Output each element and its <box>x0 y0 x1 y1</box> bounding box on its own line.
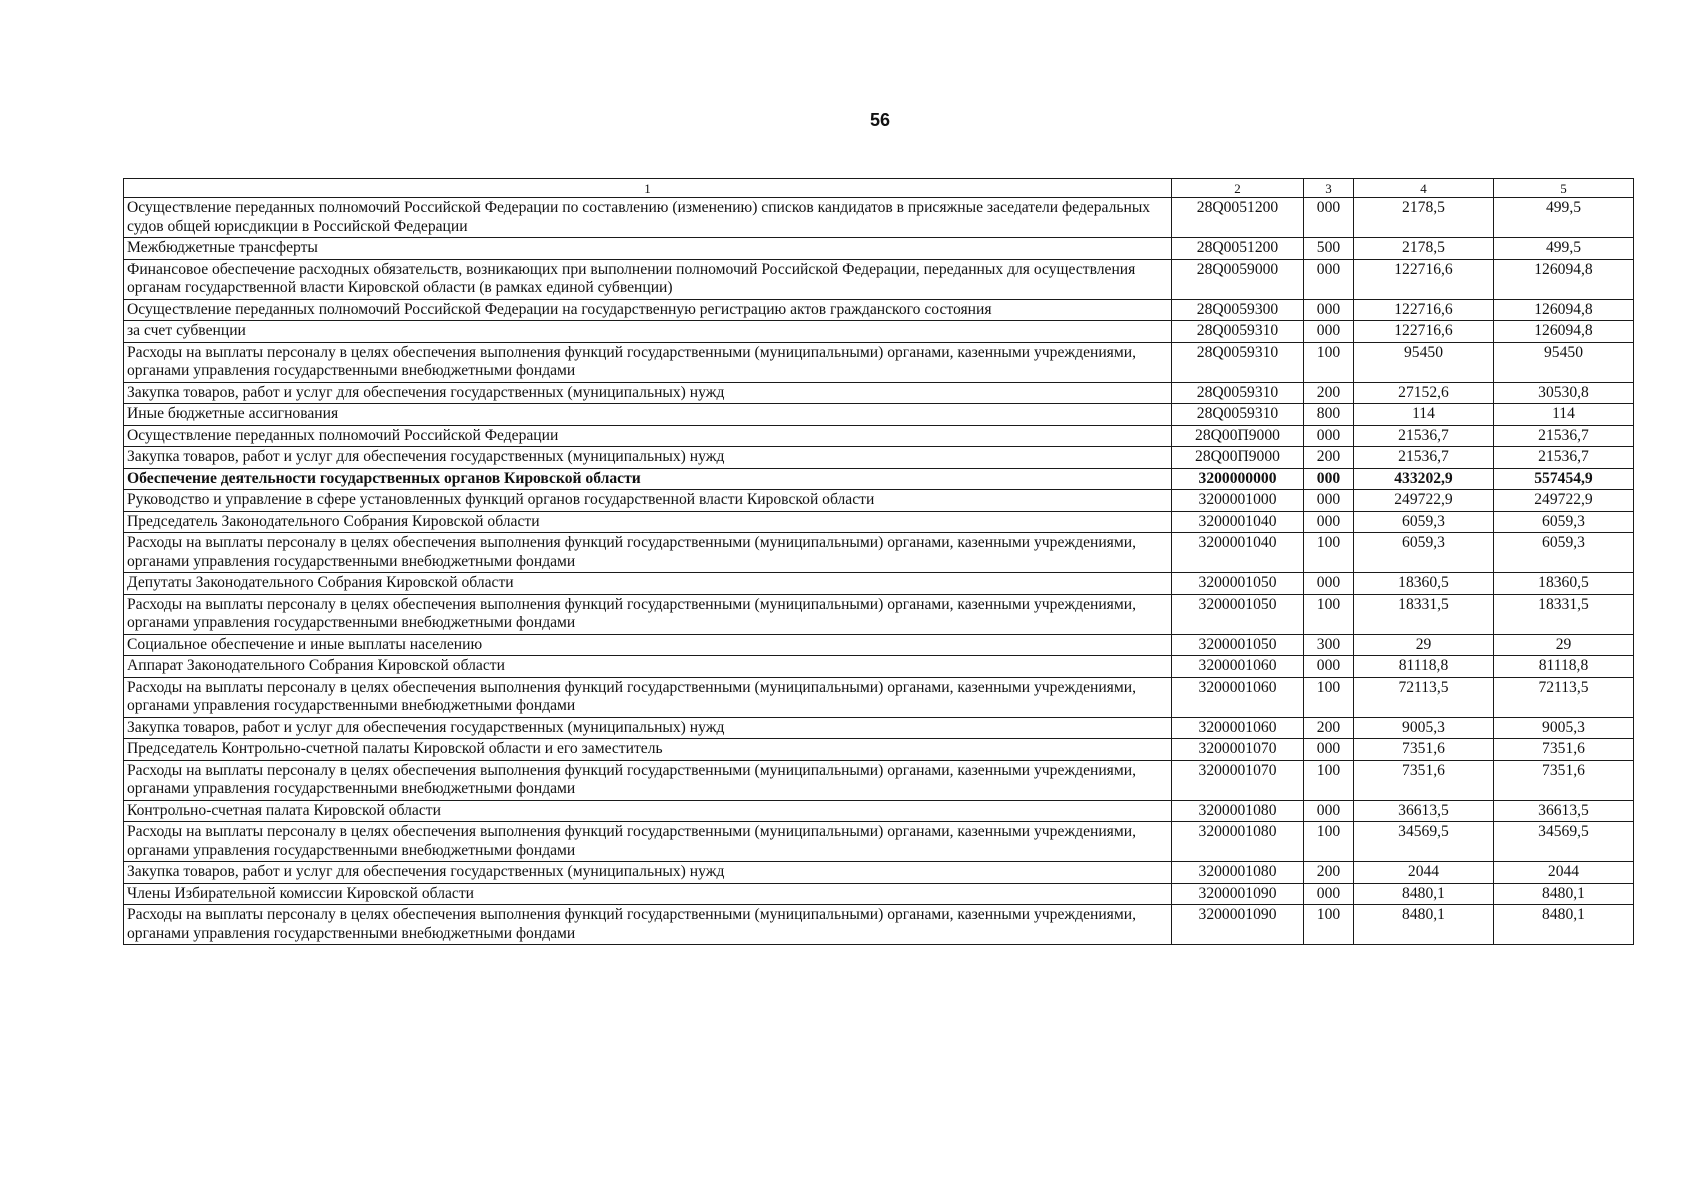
row-code-cell: 3200001080 <box>1172 822 1304 862</box>
row-name-cell: Депутаты Законодательного Собрания Кировской области <box>124 573 1172 595</box>
header-col-2: 2 <box>1172 179 1304 198</box>
row-value-col4-cell: 249722,9 <box>1354 490 1494 512</box>
row-code-cell: 3200001040 <box>1172 533 1304 573</box>
row-type-cell: 200 <box>1304 717 1354 739</box>
row-value-col4-cell: 21536,7 <box>1354 425 1494 447</box>
row-type-cell: 000 <box>1304 468 1354 490</box>
header-col-1: 1 <box>124 179 1172 198</box>
row-value-col4-cell: 72113,5 <box>1354 677 1494 717</box>
row-value-col5-cell: 34569,5 <box>1494 822 1634 862</box>
row-code-cell: 3200001060 <box>1172 717 1304 739</box>
row-value-col5-cell: 126094,8 <box>1494 259 1634 299</box>
row-value-col5-cell: 126094,8 <box>1494 299 1634 321</box>
row-code-cell: 28Q00П9000 <box>1172 425 1304 447</box>
row-name-cell: Обеспечение деятельности государственных органов Кировской области <box>124 468 1172 490</box>
row-value-col5-cell: 7351,6 <box>1494 760 1634 800</box>
row-value-col5-cell: 21536,7 <box>1494 425 1634 447</box>
row-code-cell: 28Q0059310 <box>1172 321 1304 343</box>
row-name-cell: Расходы на выплаты персоналу в целях обеспечения выполнения функций государственными (муниципальными) органами, казенными учреждениями, органами управления государственными внебюджетными фондами <box>124 594 1172 634</box>
row-value-col4-cell: 81118,8 <box>1354 656 1494 678</box>
table-row <box>124 905 1634 945</box>
row-code-cell: 3200001050 <box>1172 634 1304 656</box>
row-type-cell: 100 <box>1304 677 1354 717</box>
row-type-cell: 000 <box>1304 321 1354 343</box>
table-row <box>124 321 1634 343</box>
row-name-cell: Закупка товаров, работ и услуг для обеспечения государственных (муниципальных) нужд <box>124 717 1172 739</box>
table-row <box>124 594 1634 634</box>
row-name-cell: за счет субвенции <box>124 321 1172 343</box>
row-value-col5-cell: 6059,3 <box>1494 511 1634 533</box>
row-value-col4-cell: 34569,5 <box>1354 822 1494 862</box>
row-value-col4-cell: 122716,6 <box>1354 299 1494 321</box>
row-value-col4-cell: 433202,9 <box>1354 468 1494 490</box>
row-type-cell: 200 <box>1304 862 1354 884</box>
row-name-cell: Члены Избирательной комиссии Кировской области <box>124 883 1172 905</box>
row-value-col4-cell: 8480,1 <box>1354 883 1494 905</box>
row-value-col4-cell: 7351,6 <box>1354 760 1494 800</box>
row-code-cell: 3200001090 <box>1172 883 1304 905</box>
row-value-col5-cell: 7351,6 <box>1494 739 1634 761</box>
row-value-col4-cell: 2178,5 <box>1354 238 1494 260</box>
row-code-cell: 28Q0059310 <box>1172 404 1304 426</box>
row-name-cell: Председатель Контрольно-счетной палаты Кировской области и его заместитель <box>124 739 1172 761</box>
row-value-col5-cell: 499,5 <box>1494 198 1634 238</box>
row-value-col5-cell: 249722,9 <box>1494 490 1634 512</box>
row-value-col4-cell: 8480,1 <box>1354 905 1494 945</box>
row-name-cell: Финансовое обеспечение расходных обязательств, возникающих при выполнении полномочий Российской Федерации, переданных для осуществления органам государственной власти Кировской области (в рамках единой субвенции) <box>124 259 1172 299</box>
row-code-cell: 3200001070 <box>1172 760 1304 800</box>
row-value-col5-cell: 126094,8 <box>1494 321 1634 343</box>
header-col-3: 3 <box>1304 179 1354 198</box>
row-value-col5-cell: 8480,1 <box>1494 905 1634 945</box>
row-value-col5-cell: 21536,7 <box>1494 447 1634 469</box>
table-row <box>124 299 1634 321</box>
row-code-cell: 28Q0051200 <box>1172 238 1304 260</box>
table-row <box>124 822 1634 862</box>
row-name-cell: Осуществление переданных полномочий Российской Федерации на государственную регистрацию актов гражданского состояния <box>124 299 1172 321</box>
row-type-cell: 000 <box>1304 198 1354 238</box>
row-code-cell: 28Q0051200 <box>1172 198 1304 238</box>
row-value-col5-cell: 2044 <box>1494 862 1634 884</box>
row-name-cell: Расходы на выплаты персоналу в целях обеспечения выполнения функций государственными (муниципальными) органами, казенными учреждениями, органами управления государственными внебюджетными фондами <box>124 342 1172 382</box>
table-row <box>124 573 1634 595</box>
row-type-cell: 100 <box>1304 905 1354 945</box>
table-row <box>124 198 1634 238</box>
table-row <box>124 656 1634 678</box>
table-row <box>124 862 1634 884</box>
budget-table <box>123 178 1634 945</box>
table-row <box>124 238 1634 260</box>
table-row <box>124 739 1634 761</box>
table-row <box>124 259 1634 299</box>
row-value-col4-cell: 18360,5 <box>1354 573 1494 595</box>
table-row <box>124 717 1634 739</box>
row-value-col4-cell: 21536,7 <box>1354 447 1494 469</box>
table-row <box>124 404 1634 426</box>
table-row <box>124 447 1634 469</box>
row-value-col4-cell: 95450 <box>1354 342 1494 382</box>
row-value-col5-cell: 8480,1 <box>1494 883 1634 905</box>
row-type-cell: 100 <box>1304 342 1354 382</box>
row-value-col5-cell: 499,5 <box>1494 238 1634 260</box>
row-code-cell: 3200001040 <box>1172 511 1304 533</box>
row-name-cell: Аппарат Законодательного Собрания Кировской области <box>124 656 1172 678</box>
row-value-col5-cell: 18360,5 <box>1494 573 1634 595</box>
row-type-cell: 000 <box>1304 883 1354 905</box>
row-type-cell: 000 <box>1304 511 1354 533</box>
row-name-cell: Председатель Законодательного Собрания Кировской области <box>124 511 1172 533</box>
row-name-cell: Осуществление переданных полномочий Российской Федерации по составлению (изменению) списков кандидатов в присяжные заседатели федеральных судов общей юрисдикции в Российской Федерации <box>124 198 1172 238</box>
row-value-col5-cell: 72113,5 <box>1494 677 1634 717</box>
row-code-cell: 3200001000 <box>1172 490 1304 512</box>
row-value-col4-cell: 7351,6 <box>1354 739 1494 761</box>
row-type-cell: 000 <box>1304 573 1354 595</box>
table-row <box>124 468 1634 490</box>
row-value-col4-cell: 27152,6 <box>1354 382 1494 404</box>
row-name-cell: Иные бюджетные ассигнования <box>124 404 1172 426</box>
row-code-cell: 3200001060 <box>1172 677 1304 717</box>
row-value-col4-cell: 36613,5 <box>1354 800 1494 822</box>
row-name-cell: Расходы на выплаты персоналу в целях обеспечения выполнения функций государственными (муниципальными) органами, казенными учреждениями, органами управления государственными внебюджетными фондами <box>124 822 1172 862</box>
row-type-cell: 000 <box>1304 739 1354 761</box>
row-value-col4-cell: 122716,6 <box>1354 321 1494 343</box>
row-type-cell: 200 <box>1304 447 1354 469</box>
row-name-cell: Закупка товаров, работ и услуг для обеспечения государственных (муниципальных) нужд <box>124 862 1172 884</box>
row-name-cell: Расходы на выплаты персоналу в целях обеспечения выполнения функций государственными (муниципальными) органами, казенными учреждениями, органами управления государственными внебюджетными фондами <box>124 677 1172 717</box>
row-type-cell: 800 <box>1304 404 1354 426</box>
row-type-cell: 100 <box>1304 594 1354 634</box>
row-code-cell: 28Q0059310 <box>1172 382 1304 404</box>
row-name-cell: Межбюджетные трансферты <box>124 238 1172 260</box>
row-type-cell: 200 <box>1304 382 1354 404</box>
row-type-cell: 100 <box>1304 822 1354 862</box>
row-value-col4-cell: 9005,3 <box>1354 717 1494 739</box>
row-type-cell: 000 <box>1304 425 1354 447</box>
row-type-cell: 000 <box>1304 299 1354 321</box>
row-type-cell: 100 <box>1304 533 1354 573</box>
row-value-col5-cell: 95450 <box>1494 342 1634 382</box>
row-value-col5-cell: 30530,8 <box>1494 382 1634 404</box>
row-name-cell: Социальное обеспечение и иные выплаты населению <box>124 634 1172 656</box>
row-value-col5-cell: 6059,3 <box>1494 533 1634 573</box>
table-row <box>124 760 1634 800</box>
row-code-cell: 3200001050 <box>1172 594 1304 634</box>
row-type-cell: 000 <box>1304 656 1354 678</box>
row-code-cell: 3200001090 <box>1172 905 1304 945</box>
row-name-cell: Расходы на выплаты персоналу в целях обеспечения выполнения функций государственными (муниципальными) органами, казенными учреждениями, органами управления государственными внебюджетными фондами <box>124 760 1172 800</box>
row-value-col5-cell: 81118,8 <box>1494 656 1634 678</box>
row-type-cell: 000 <box>1304 800 1354 822</box>
row-type-cell: 300 <box>1304 634 1354 656</box>
row-name-cell: Осуществление переданных полномочий Российской Федерации <box>124 425 1172 447</box>
table-body <box>124 179 1634 945</box>
row-code-cell: 3200001070 <box>1172 739 1304 761</box>
table-row <box>124 342 1634 382</box>
row-value-col5-cell: 29 <box>1494 634 1634 656</box>
table-row <box>124 677 1634 717</box>
row-value-col4-cell: 114 <box>1354 404 1494 426</box>
row-code-cell: 28Q00П9000 <box>1172 447 1304 469</box>
row-value-col4-cell: 2178,5 <box>1354 198 1494 238</box>
table-row <box>124 511 1634 533</box>
row-code-cell: 3200000000 <box>1172 468 1304 490</box>
row-value-col4-cell: 6059,3 <box>1354 533 1494 573</box>
table-row <box>124 382 1634 404</box>
row-value-col4-cell: 2044 <box>1354 862 1494 884</box>
row-value-col5-cell: 9005,3 <box>1494 717 1634 739</box>
row-name-cell: Закупка товаров, работ и услуг для обеспечения государственных (муниципальных) нужд <box>124 382 1172 404</box>
table-row <box>124 490 1634 512</box>
page-number: 56 <box>869 110 891 130</box>
row-name-cell: Расходы на выплаты персоналу в целях обеспечения выполнения функций государственными (муниципальными) органами, казенными учреждениями, органами управления государственными внебюджетными фондами <box>124 905 1172 945</box>
row-type-cell: 000 <box>1304 259 1354 299</box>
row-type-cell: 100 <box>1304 760 1354 800</box>
row-code-cell: 28Q0059000 <box>1172 259 1304 299</box>
row-value-col4-cell: 18331,5 <box>1354 594 1494 634</box>
row-code-cell: 28Q0059310 <box>1172 342 1304 382</box>
table-row <box>124 533 1634 573</box>
row-name-cell: Закупка товаров, работ и услуг для обеспечения государственных (муниципальных) нужд <box>124 447 1172 469</box>
row-name-cell: Контрольно-счетная палата Кировской области <box>124 800 1172 822</box>
row-type-cell: 500 <box>1304 238 1354 260</box>
row-value-col4-cell: 6059,3 <box>1354 511 1494 533</box>
table-header-row <box>124 179 1634 198</box>
row-name-cell: Руководство и управление в сфере установленных функций органов государственной власти Кировской области <box>124 490 1172 512</box>
row-value-col5-cell: 114 <box>1494 404 1634 426</box>
row-type-cell: 000 <box>1304 490 1354 512</box>
row-value-col4-cell: 122716,6 <box>1354 259 1494 299</box>
row-value-col5-cell: 18331,5 <box>1494 594 1634 634</box>
table-row <box>124 634 1634 656</box>
row-name-cell: Расходы на выплаты персоналу в целях обеспечения выполнения функций государственными (муниципальными) органами, казенными учреждениями, органами управления государственными внебюджетными фондами <box>124 533 1172 573</box>
header-col-4: 4 <box>1354 179 1494 198</box>
row-code-cell: 28Q0059300 <box>1172 299 1304 321</box>
table-row <box>124 425 1634 447</box>
row-code-cell: 3200001080 <box>1172 862 1304 884</box>
row-value-col5-cell: 36613,5 <box>1494 800 1634 822</box>
table-row <box>124 800 1634 822</box>
row-value-col5-cell: 557454,9 <box>1494 468 1634 490</box>
table-row <box>124 883 1634 905</box>
row-code-cell: 3200001050 <box>1172 573 1304 595</box>
row-code-cell: 3200001080 <box>1172 800 1304 822</box>
row-code-cell: 3200001060 <box>1172 656 1304 678</box>
header-col-5: 5 <box>1494 179 1634 198</box>
row-value-col4-cell: 29 <box>1354 634 1494 656</box>
